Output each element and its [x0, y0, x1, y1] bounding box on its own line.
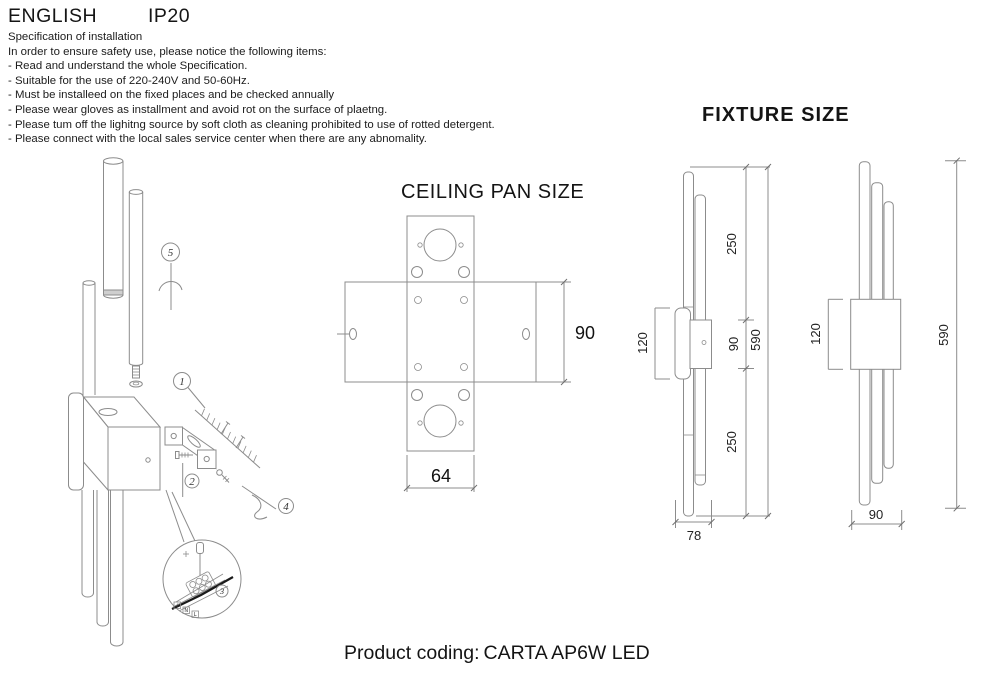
svg-text:5: 5: [167, 247, 174, 259]
svg-text:90: 90: [575, 323, 596, 343]
ip-rating: IP20: [148, 5, 191, 27]
wall-anchor-icon: [236, 436, 245, 449]
dimension-overall: [936, 158, 966, 512]
svg-text:90: 90: [868, 507, 884, 522]
callout-5: [159, 243, 182, 310]
svg-text:⏚: ⏚: [174, 603, 180, 609]
svg-text:120: 120: [808, 323, 823, 345]
pan-hole-large: [424, 229, 456, 261]
dimension-width: [849, 507, 905, 530]
svg-text:2: 2: [189, 476, 195, 488]
spec-item: - Please wear gloves as installment and avoid rot on the surface of plaetng.: [8, 103, 388, 116]
dimension-64: [404, 455, 477, 492]
wall-mount-body: [69, 393, 161, 490]
lamp-tube-large: [104, 158, 124, 298]
svg-text:78: 78: [686, 528, 702, 543]
wiring-detail: [163, 490, 241, 618]
pan-horizontal-plate: [345, 282, 536, 382]
fixture-side-view: [808, 158, 966, 530]
svg-text:64: 64: [431, 466, 452, 486]
svg-text:N: N: [184, 608, 189, 614]
pan-slot-right: [523, 329, 530, 340]
svg-text:L: L: [193, 612, 197, 618]
lamp-tube-left: [83, 281, 95, 397]
wall-anchor-icon: [221, 422, 230, 435]
exploded-installation-diagram: [55, 150, 305, 650]
screw-icon: [217, 470, 229, 483]
svg-text:4: 4: [283, 501, 289, 513]
spec-item: - Please connect with the local sales service center when there are any abnomality.: [8, 133, 427, 146]
dimension-plate: [635, 308, 670, 379]
svg-text:590: 590: [748, 329, 763, 351]
spec-item: - Read and understand the whole Specification.: [8, 60, 248, 73]
spec-title: Specification of installation: [8, 31, 143, 43]
wire-icon: [252, 495, 267, 519]
svg-text:250: 250: [724, 431, 739, 453]
fixture-size-drawing: [630, 150, 990, 550]
dimension-overall: [748, 164, 771, 519]
specification-block: [8, 30, 495, 147]
mounting-bracket: [165, 427, 216, 469]
fixture-front-view: [635, 164, 771, 543]
callout-1: [174, 373, 206, 409]
svg-text:3: 3: [219, 586, 225, 596]
svg-text:1: 1: [179, 376, 185, 388]
svg-text:90: 90: [726, 336, 741, 352]
lamp-lower-tubes: [82, 490, 123, 646]
spec-item: - Must be installeed on the fixed places and be checked annually: [8, 89, 335, 102]
language-label: ENGLISH: [8, 5, 98, 27]
lamp-tube-thin: [129, 190, 142, 387]
spec-intro: In order to ensure safety use, please notice the following items:: [8, 45, 327, 58]
fixture-body: [690, 320, 712, 369]
spec-item: - Suitable for the use of 220-240V and 50-60Hz.: [8, 74, 250, 87]
spec-item: - Please tum off the lighitng source by soft cloth as cleaning prohibited to use of rotted detergent.: [8, 118, 495, 131]
ceiling-pan-drawing: [330, 205, 600, 495]
svg-text:250: 250: [724, 233, 739, 255]
screw-icon: [176, 452, 194, 459]
callout-2: [183, 463, 199, 497]
svg-text:120: 120: [635, 332, 650, 354]
svg-text:590: 590: [936, 324, 951, 346]
ceiling-pan-title: CEILING PAN SIZE: [401, 181, 585, 203]
dimension-plate: [808, 299, 843, 369]
pan-vertical-plate: [407, 216, 474, 451]
fixture-body-side: [851, 299, 901, 369]
fixture-size-title: FIXTURE SIZE: [702, 104, 850, 126]
dimension-90: [536, 279, 595, 385]
product-coding-value: CARTA AP6W LED: [483, 642, 650, 664]
callout-4: [242, 486, 294, 519]
pan-slot-left: [350, 329, 357, 340]
product-coding-label: Product coding:: [344, 642, 480, 664]
product-coding: [344, 642, 654, 665]
pan-hole-large: [424, 405, 456, 437]
fixture-wall-plate: [675, 308, 691, 379]
